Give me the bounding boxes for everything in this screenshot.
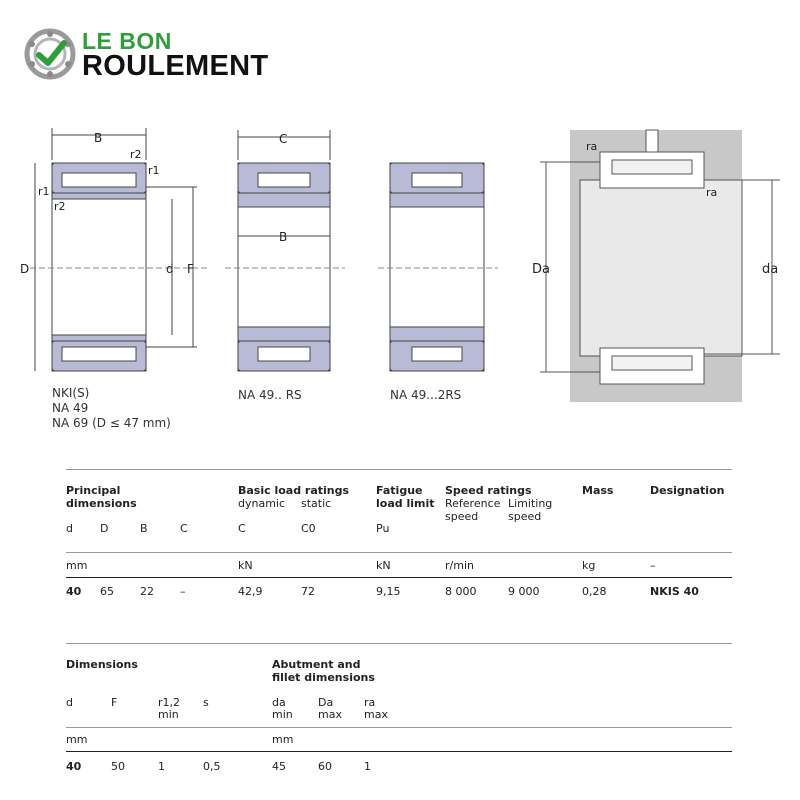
sym-d: d	[66, 522, 73, 535]
cell-D: 65	[100, 585, 114, 598]
label-B: B	[94, 131, 103, 145]
th-fatigue: Fatigue	[376, 484, 423, 497]
th-reference: Reference	[445, 497, 501, 510]
drawing-nki	[30, 128, 210, 371]
cell2-r12: 1	[158, 760, 165, 773]
th-basic-load: Basic load ratings	[238, 484, 350, 497]
table2-data-rule	[66, 751, 732, 752]
caption-na49rs: NA 49.. RS	[238, 388, 302, 402]
caption-nki-line3: NA 69 (D ≤ 47 mm)	[52, 416, 171, 430]
caption-na492rs: NA 49...2RS	[390, 388, 462, 402]
cell2-da: 45	[272, 760, 286, 773]
th-fatigue-2: load limit	[376, 497, 435, 510]
cell-reference-speed: 8 000	[445, 585, 477, 598]
th-limiting-2: speed	[508, 510, 542, 523]
th-mass: Mass	[582, 484, 614, 497]
sym-C0: C0	[301, 522, 316, 535]
th-designation: Designation	[650, 484, 725, 497]
logo-line2: ROULEMENT	[82, 50, 269, 82]
sym-B: B	[140, 522, 148, 535]
unit-dash: –	[650, 559, 656, 572]
drawing-na49rs	[225, 130, 345, 371]
sym2-r12: r1,2	[158, 696, 181, 709]
drawing-mounting	[540, 130, 780, 402]
cell2-ra: 1	[364, 760, 371, 773]
th-dimensions: Dimensions	[66, 658, 138, 671]
cell-C: –	[180, 585, 186, 598]
th-dynamic: dynamic	[238, 497, 286, 510]
sym-Pu: Pu	[376, 522, 390, 535]
th-limiting: Limiting	[508, 497, 553, 510]
cell-static: 72	[301, 585, 315, 598]
cell-limiting-speed: 9 000	[508, 585, 540, 598]
sym2-ra-max: max	[364, 708, 388, 721]
th-abutment: Abutment and	[272, 658, 361, 671]
cell-d: 40	[66, 585, 82, 598]
caption-nki-line2: NA 49	[52, 401, 89, 415]
table1-data-rule	[66, 577, 732, 578]
th-static: static	[301, 497, 332, 510]
table2-unit-rule	[66, 727, 732, 728]
sym2-Da-max: max	[318, 708, 342, 721]
th-principal-2: dimensions	[66, 497, 137, 510]
sym2-da: da	[272, 696, 286, 709]
unit2-mm-2: mm	[272, 733, 294, 746]
unit-kg: kg	[582, 559, 596, 572]
table1-top-rule	[66, 469, 732, 470]
cell2-d: 40	[66, 760, 82, 773]
th-reference-2: speed	[445, 510, 479, 523]
sym2-F: F	[111, 696, 118, 709]
label-C: C	[279, 132, 288, 146]
cell-B: 22	[140, 585, 154, 598]
bearing-check-icon	[24, 28, 76, 80]
caption-nki-line1: NKI(S)	[52, 386, 90, 400]
label-B-2: B	[279, 230, 288, 244]
table2-top-rule	[66, 643, 732, 644]
label-r2-top: r2	[130, 148, 142, 161]
label-Da: Da	[532, 262, 550, 277]
drawing-na492rs	[378, 163, 498, 371]
cell2-Da: 60	[318, 760, 332, 773]
label-da: da	[762, 262, 779, 277]
sym-C-dyn: C	[238, 522, 246, 535]
table1-unit-rule	[66, 552, 732, 553]
sym2-ra: ra	[364, 696, 376, 709]
cell-mass: 0,28	[582, 585, 607, 598]
th-abutment-2: fillet dimensions	[272, 671, 375, 684]
cell-fatigue: 9,15	[376, 585, 401, 598]
unit-rmin: r/min	[445, 559, 474, 572]
label-ra-right: ra	[706, 186, 718, 199]
sym-C: C	[180, 522, 188, 535]
sym2-da-min: min	[272, 708, 293, 721]
unit-kn-2: kN	[376, 559, 391, 572]
sym-D: D	[100, 522, 109, 535]
th-principal: Principal	[66, 484, 121, 497]
label-r1-right: r1	[148, 164, 160, 177]
unit2-mm: mm	[66, 733, 88, 746]
sym2-d: d	[66, 696, 73, 709]
cell-dynamic: 42,9	[238, 585, 263, 598]
cell-designation: NKIS 40	[650, 585, 699, 598]
sym2-r12-min: min	[158, 708, 179, 721]
label-d: d	[166, 262, 174, 276]
sym2-Da: Da	[318, 696, 334, 709]
logo-line1: LE BON	[82, 28, 172, 54]
label-ra-top: ra	[586, 140, 598, 153]
label-D: D	[20, 262, 30, 276]
sym2-s: s	[203, 696, 209, 709]
th-speed: Speed ratings	[445, 484, 532, 497]
brand-logo	[24, 26, 314, 86]
cell2-F: 50	[111, 760, 125, 773]
label-r2-left: r2	[54, 200, 66, 213]
unit-mm: mm	[66, 559, 88, 572]
unit-kn: kN	[238, 559, 253, 572]
label-r1-left: r1	[38, 185, 50, 198]
label-F: F	[187, 262, 194, 276]
caption-nki	[52, 386, 171, 431]
cell2-s: 0,5	[203, 760, 221, 773]
